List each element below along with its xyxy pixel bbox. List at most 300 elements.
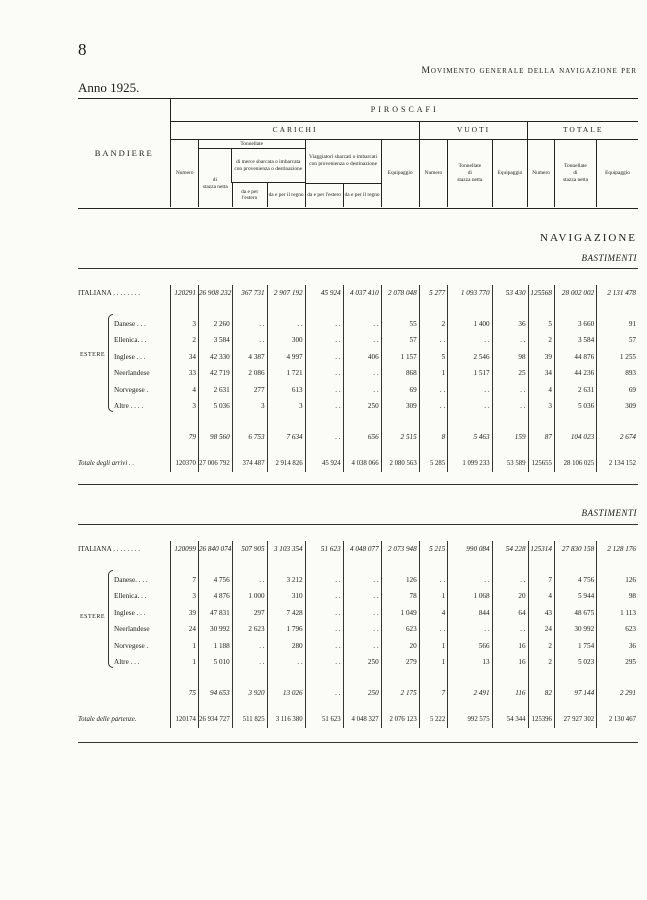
arrivi-cell-totale-equipaggio: 69: [597, 382, 638, 399]
totale-stazza-label: stazza netta: [562, 176, 588, 183]
arrivi-flag-label: Ellenica. . .: [114, 336, 147, 345]
arrivi-cell-vuoti-stazza: 2 546: [448, 349, 492, 366]
partenze-cell-viagg-estero: . .: [305, 685, 343, 702]
arrivi-cell-totale-numero: 125655: [528, 455, 554, 472]
partenze-cell-stazza: 26 934 727: [198, 711, 232, 728]
partenze-cell-viagg-regno: 250: [343, 685, 381, 702]
partenze-cell-totale-numero: 43: [528, 605, 554, 622]
partenze-cell-equipaggio: 2 073 948: [381, 541, 419, 558]
arrivi-cell-vuoti-numero: 2: [419, 316, 448, 333]
partenze-cell-stazza: 5 010: [198, 654, 232, 671]
arrivi-cell-equipaggio: 2 515: [381, 429, 419, 446]
partenze-cell-totale-numero: 7: [528, 572, 554, 589]
section-title: NAVIGAZIONE: [540, 232, 637, 244]
partenze-cell-vuoti-numero: 1: [419, 654, 448, 671]
arrivi-cell-viagg-estero: . .: [305, 349, 343, 366]
partenze-cell-viagg-estero: . .: [305, 621, 343, 638]
arrivi-flag-label: Totale degli arrivi . .: [78, 459, 135, 467]
partenze-bottom-rule: [78, 742, 638, 743]
partenze-cell-merci-estero: 511 825: [232, 711, 267, 728]
arrivi-cell-totale-stazza: 3 660: [554, 316, 596, 333]
partenze-cell-numero: 75: [171, 685, 198, 702]
arrivi-cell-totale-stazza: 104 023: [554, 429, 596, 446]
merci-header: di merce sbarcata o imbarcata con provenienza o destinazione: [231, 149, 305, 183]
partenze-cell-viagg-regno: . .: [343, 605, 381, 622]
arrivi-top-rule: [78, 268, 638, 269]
partenze-cell-viagg-regno: . .: [343, 572, 381, 589]
arrivi-cell-merci-estero: 6 753: [232, 429, 267, 446]
partenze-cell-vuoti-equipaggio: 16: [492, 638, 528, 655]
partenze-cell-viagg-regno: 250: [343, 654, 381, 671]
partenze-cell-equipaggio: 2 175: [381, 685, 419, 702]
arrivi-cell-merci-regno: 4 997: [267, 349, 305, 366]
partenze-cell-vuoti-stazza: . .: [448, 621, 492, 638]
vuoti-tonnellate-header: Tonnellate: [458, 163, 482, 170]
arrivi-cell-merci-regno: 3: [267, 398, 305, 415]
arrivi-row: [78, 455, 638, 472]
arrivi-cell-vuoti-stazza: 1 517: [448, 365, 492, 382]
partenze-cell-vuoti-stazza: . .: [448, 572, 492, 589]
partenze-cell-totale-numero: 125396: [528, 711, 554, 728]
vuoti-stazza-label: stazza netta: [457, 176, 483, 183]
partenze-cell-vuoti-numero: 1: [419, 638, 448, 655]
arrivi-cell-numero: 2: [171, 332, 198, 349]
partenze-cell-vuoti-stazza: 1 068: [448, 588, 492, 605]
partenze-cell-viagg-regno: . .: [343, 638, 381, 655]
partenze-row: [78, 638, 638, 655]
partenze-flag-label: ITALIANA . . . . . . . .: [78, 545, 141, 554]
arrivi-flag-label: Neerlandese: [114, 369, 150, 378]
partenze-cell-totale-numero: 2: [528, 654, 554, 671]
estere-label-arrivi: ESTERE: [80, 352, 105, 358]
arrivi-cell-merci-estero: 277: [232, 382, 267, 399]
partenze-cell-merci-estero: 507 905: [232, 541, 267, 558]
partenze-cell-vuoti-equipaggio: 20: [492, 588, 528, 605]
partenze-flag-label: Danese. . . .: [114, 575, 148, 584]
totale-di-label: di: [573, 170, 578, 176]
arrivi-cell-numero: 3: [171, 316, 198, 333]
arrivi-cell-totale-stazza: 44 876: [554, 349, 596, 366]
arrivi-cell-totale-numero: 125568: [528, 285, 554, 302]
arrivi-cell-vuoti-stazza: . .: [448, 382, 492, 399]
partenze-cell-totale-stazza: 48 675: [554, 605, 596, 622]
arrivi-cell-viagg-estero: 45 924: [305, 455, 343, 472]
estere-brace-arrivi: [108, 314, 113, 412]
partenze-flag-label: Totale delle partenze.: [78, 715, 137, 723]
arrivi-flag-label: Danese . . .: [114, 319, 146, 328]
partenze-cell-merci-regno: 310: [267, 588, 305, 605]
merci-regno-header: da e per il regno: [268, 191, 304, 198]
partenze-cell-merci-estero: 1 000: [232, 588, 267, 605]
partenze-cell-totale-numero: 4: [528, 588, 554, 605]
partenze-cell-totale-equipaggio: 36: [597, 638, 638, 655]
arrivi-cell-equipaggio: 1 157: [381, 349, 419, 366]
partenze-cell-totale-equipaggio: 98: [597, 588, 638, 605]
partenze-cell-totale-equipaggio: 2 130 467: [597, 711, 638, 728]
arrivi-row: [78, 332, 638, 349]
partenze-cell-totale-stazza: 1 754: [554, 638, 596, 655]
arrivi-cell-totale-equipaggio: 2 134 152: [597, 455, 638, 472]
totale-header: TOTALE: [562, 125, 604, 135]
partenze-cell-merci-regno: 3 116 380: [267, 711, 305, 728]
partenze-cell-equipaggio: 126: [381, 572, 419, 589]
partenze-cell-merci-regno: 3 103 354: [267, 541, 305, 558]
arrivi-cell-viagg-estero: . .: [305, 365, 343, 382]
partenze-cell-equipaggio: 623: [381, 621, 419, 638]
arrivi-cell-totale-equipaggio: 57: [597, 332, 638, 349]
partenze-cell-stazza: 26 840 074: [198, 541, 232, 558]
viaggiatori-header: Viaggiatori sbarcati o imbarcati con provenienza o destinazione: [309, 154, 378, 168]
partenze-cell-merci-estero: 2 623: [232, 621, 267, 638]
arrivi-flag-label: Altre . . . .: [114, 402, 144, 411]
partenze-cell-vuoti-numero: . .: [419, 621, 448, 638]
arrivi-cell-totale-stazza: 3 584: [554, 332, 596, 349]
partenze-cell-viagg-regno: . .: [343, 621, 381, 638]
viagg-regno-header: da e per il regno: [344, 192, 380, 199]
arrivi-cell-viagg-regno: . .: [343, 332, 381, 349]
partenze-flag-label: Altre . . .: [114, 658, 140, 667]
arrivi-cell-merci-regno: 613: [267, 382, 305, 399]
partenze-cell-merci-regno: 280: [267, 638, 305, 655]
partenze-cell-viagg-estero: . .: [305, 572, 343, 589]
partenze-cell-totale-equipaggio: 126: [597, 572, 638, 589]
totale-numero-header: Numero: [532, 170, 550, 176]
arrivi-cell-viagg-regno: 656: [343, 429, 381, 446]
partenze-cell-merci-estero: 3 920: [232, 685, 267, 702]
arrivi-cell-merci-regno: 300: [267, 332, 305, 349]
partenze-cell-totale-stazza: 97 144: [554, 685, 596, 702]
arrivi-cell-numero: 34: [171, 349, 198, 366]
partenze-cell-stazza: 4 756: [198, 572, 232, 589]
partenze-cell-vuoti-equipaggio: . .: [492, 621, 528, 638]
vuoti-numero-header: Numero: [424, 170, 443, 176]
partenze-cell-stazza: 30 992: [198, 621, 232, 638]
arrivi-cell-viagg-estero: . .: [305, 398, 343, 415]
totale-tonnellate-header: Tonnellate: [564, 163, 587, 170]
partenze-cell-vuoti-stazza: 992 575: [448, 711, 492, 728]
arrivi-cell-stazza: 42 330: [198, 349, 232, 366]
partenze-cell-viagg-regno: 4 048 327: [343, 711, 381, 728]
viagg-estero-header: da e per l'estero: [307, 192, 341, 199]
partenze-cell-vuoti-numero: 5 215: [419, 541, 448, 558]
partenze-cell-merci-estero: . .: [232, 654, 267, 671]
partenze-cell-merci-estero: 297: [232, 605, 267, 622]
partenze-cell-numero: 1: [171, 654, 198, 671]
partenze-cell-totale-equipaggio: 295: [597, 654, 638, 671]
arrivi-subtitle: BASTIMENTI: [581, 253, 637, 263]
partenze-cell-vuoti-equipaggio: 116: [492, 685, 528, 702]
arrivi-cell-viagg-regno: . .: [343, 382, 381, 399]
arrivi-row: [78, 398, 638, 415]
arrivi-cell-viagg-estero: . .: [305, 316, 343, 333]
arrivi-cell-numero: 4: [171, 382, 198, 399]
arrivi-cell-stazza: 5 036: [198, 398, 232, 415]
carichi-header: CARICHI: [272, 125, 318, 135]
partenze-cell-vuoti-numero: 1: [419, 588, 448, 605]
partenze-cell-totale-stazza: 5 944: [554, 588, 596, 605]
partenze-cell-vuoti-stazza: 844: [448, 605, 492, 622]
partenze-top-rule: [78, 524, 638, 525]
partenze-flag-label: Ellenica. . .: [114, 592, 147, 601]
arrivi-cell-totale-equipaggio: 309: [597, 398, 638, 415]
equipaggio-header: Equipaggio: [387, 170, 413, 176]
arrivi-cell-vuoti-equipaggio: . .: [492, 332, 528, 349]
arrivi-cell-numero: 120370: [171, 455, 198, 472]
partenze-row: [78, 605, 638, 622]
partenze-cell-vuoti-numero: 4: [419, 605, 448, 622]
arrivi-cell-stazza: 3 584: [198, 332, 232, 349]
arrivi-cell-totale-equipaggio: 893: [597, 365, 638, 382]
partenze-cell-viagg-estero: 51 623: [305, 711, 343, 728]
partenze-cell-totale-equipaggio: 2 128 176: [597, 541, 638, 558]
estere-brace-partenze: [108, 570, 113, 668]
arrivi-cell-vuoti-numero: 1: [419, 365, 448, 382]
arrivi-cell-totale-stazza: 2 631: [554, 382, 596, 399]
arrivi-cell-viagg-regno: . .: [343, 316, 381, 333]
arrivi-row: [78, 365, 638, 382]
partenze-cell-numero: 3: [171, 588, 198, 605]
arrivi-cell-equipaggio: 55: [381, 316, 419, 333]
partenze-cell-numero: 120099: [171, 541, 198, 558]
arrivi-cell-merci-estero: 367 731: [232, 285, 267, 302]
arrivi-cell-vuoti-equipaggio: 98: [492, 349, 528, 366]
header-bottom-rule: [78, 208, 638, 209]
totale-equipaggio-header: Equipaggio: [605, 170, 630, 176]
arrivi-cell-vuoti-numero: . .: [419, 398, 448, 415]
partenze-cell-merci-regno: 7 428: [267, 605, 305, 622]
partenze-cell-numero: 7: [171, 572, 198, 589]
arrivi-cell-vuoti-stazza: 1 099 233: [448, 455, 492, 472]
arrivi-cell-totale-equipaggio: 91: [597, 316, 638, 333]
merci-estero-header: da e per l'estero: [241, 188, 259, 202]
arrivi-cell-viagg-regno: 4 038 066: [343, 455, 381, 472]
partenze-row: [78, 588, 638, 605]
arrivi-cell-vuoti-numero: . .: [419, 382, 448, 399]
partenze-cell-totale-stazza: 30 992: [554, 621, 596, 638]
arrivi-cell-numero: 33: [171, 365, 198, 382]
arrivi-cell-stazza: 98 560: [198, 429, 232, 446]
di-label: di: [212, 176, 217, 183]
arrivi-cell-stazza: 26 908 232: [198, 285, 232, 302]
arrivi-flag-label: [78, 429, 171, 446]
partenze-cell-numero: 24: [171, 621, 198, 638]
partenze-cell-equipaggio: 2 076 123: [381, 711, 419, 728]
arrivi-cell-totale-numero: 87: [528, 429, 554, 446]
partenze-flag-label: Neerlandese: [114, 625, 150, 634]
arrivi-cell-stazza: 2 260: [198, 316, 232, 333]
partenze-row: [78, 685, 638, 702]
arrivi-cell-totale-stazza: 44 236: [554, 365, 596, 382]
arrivi-cell-vuoti-equipaggio: . .: [492, 382, 528, 399]
arrivi-cell-viagg-estero: . .: [305, 382, 343, 399]
arrivi-cell-viagg-regno: 250: [343, 398, 381, 415]
partenze-cell-vuoti-equipaggio: . .: [492, 572, 528, 589]
partenze-row: [78, 541, 638, 558]
bandiere-header: BANDIERE: [94, 147, 154, 158]
partenze-cell-equipaggio: 20: [381, 638, 419, 655]
partenze-cell-vuoti-numero: . .: [419, 572, 448, 589]
arrivi-cell-equipaggio: 2 080 563: [381, 455, 419, 472]
arrivi-row: [78, 349, 638, 366]
partenze-cell-totale-numero: 125314: [528, 541, 554, 558]
arrivi-cell-totale-stazza: 28 002 002: [554, 285, 596, 302]
arrivi-cell-equipaggio: 57: [381, 332, 419, 349]
partenze-cell-totale-stazza: 27 830 158: [554, 541, 596, 558]
vuoti-di-label: di: [467, 170, 472, 176]
arrivi-cell-vuoti-equipaggio: . .: [492, 398, 528, 415]
arrivi-cell-merci-estero: . .: [232, 332, 267, 349]
arrivi-flag-label: ITALIANA . . . . . . . .: [78, 289, 141, 298]
tonnellate-header: Tonnellate: [199, 140, 305, 150]
partenze-cell-totale-equipaggio: 2 291: [597, 685, 638, 702]
arrivi-cell-viagg-estero: . .: [305, 429, 343, 446]
partenze-cell-vuoti-equipaggio: 54 228: [492, 541, 528, 558]
arrivi-cell-merci-estero: . .: [232, 316, 267, 333]
arrivi-cell-merci-estero: 2 086: [232, 365, 267, 382]
arrivi-cell-totale-equipaggio: 1 255: [597, 349, 638, 366]
arrivi-cell-totale-numero: 39: [528, 349, 554, 366]
partenze-cell-stazza: 4 876: [198, 588, 232, 605]
arrivi-cell-viagg-regno: . .: [343, 365, 381, 382]
arrivi-cell-numero: 120291: [171, 285, 198, 302]
arrivi-cell-merci-regno: 2 907 192: [267, 285, 305, 302]
partenze-cell-equipaggio: 279: [381, 654, 419, 671]
partenze-cell-vuoti-stazza: 990 084: [448, 541, 492, 558]
partenze-cell-numero: 120174: [171, 711, 198, 728]
partenze-cell-totale-equipaggio: 1 113: [597, 605, 638, 622]
partenze-cell-equipaggio: 1 049: [381, 605, 419, 622]
arrivi-cell-stazza: 27 006 792: [198, 455, 232, 472]
arrivi-row: [78, 382, 638, 399]
partenze-cell-totale-numero: 2: [528, 638, 554, 655]
partenze-cell-vuoti-equipaggio: 54 344: [492, 711, 528, 728]
arrivi-cell-vuoti-numero: 8: [419, 429, 448, 446]
arrivi-cell-stazza: 2 631: [198, 382, 232, 399]
column-header-table: [78, 99, 638, 207]
partenze-cell-equipaggio: 78: [381, 588, 419, 605]
partenze-cell-viagg-estero: . .: [305, 654, 343, 671]
partenze-table: [78, 541, 638, 728]
partenze-row: [78, 711, 638, 728]
partenze-cell-vuoti-equipaggio: 64: [492, 605, 528, 622]
partenze-cell-totale-numero: 24: [528, 621, 554, 638]
arrivi-cell-equipaggio: 69: [381, 382, 419, 399]
arrivi-cell-vuoti-stazza: . .: [448, 332, 492, 349]
partenze-row: [78, 621, 638, 638]
arrivi-cell-vuoti-numero: 5 285: [419, 455, 448, 472]
partenze-row: [78, 572, 638, 589]
running-head: Movimento generale della navigazione per: [421, 66, 637, 76]
estere-label-partenze: ESTERE: [80, 614, 105, 620]
partenze-cell-totale-stazza: 5 023: [554, 654, 596, 671]
arrivi-cell-vuoti-numero: . .: [419, 332, 448, 349]
arrivi-cell-vuoti-stazza: 5 463: [448, 429, 492, 446]
arrivi-cell-merci-estero: 3: [232, 398, 267, 415]
partenze-cell-viagg-estero: 51 623: [305, 541, 343, 558]
partenze-cell-totale-numero: 82: [528, 685, 554, 702]
stazza-netta-label: stazza netta: [202, 184, 228, 191]
arrivi-cell-merci-estero: 374 487: [232, 455, 267, 472]
arrivi-bottom-rule: [78, 484, 638, 485]
partenze-cell-totale-stazza: 27 927 302: [554, 711, 596, 728]
arrivi-cell-merci-regno: 1 721: [267, 365, 305, 382]
partenze-row: [78, 654, 638, 671]
arrivi-cell-numero: 79: [171, 429, 198, 446]
page-number: 8: [78, 40, 87, 59]
partenze-cell-viagg-regno: . .: [343, 588, 381, 605]
year-label: Anno 1925.: [78, 80, 140, 95]
arrivi-cell-totale-numero: 34: [528, 365, 554, 382]
partenze-flag-label: Norvegese .: [114, 641, 149, 650]
arrivi-cell-viagg-estero: . .: [305, 332, 343, 349]
arrivi-cell-merci-regno: . .: [267, 316, 305, 333]
partenze-cell-viagg-estero: . .: [305, 588, 343, 605]
partenze-cell-stazza: 1 188: [198, 638, 232, 655]
arrivi-cell-totale-equipaggio: 2 131 478: [597, 285, 638, 302]
arrivi-cell-equipaggio: 868: [381, 365, 419, 382]
arrivi-cell-vuoti-equipaggio: 159: [492, 429, 528, 446]
arrivi-cell-viagg-estero: 45 924: [305, 285, 343, 302]
arrivi-cell-vuoti-numero: 5: [419, 349, 448, 366]
partenze-cell-vuoti-equipaggio: 16: [492, 654, 528, 671]
arrivi-cell-totale-stazza: 28 106 025: [554, 455, 596, 472]
partenze-cell-vuoti-stazza: 2 491: [448, 685, 492, 702]
partenze-cell-numero: 1: [171, 638, 198, 655]
piroscafi-header: PIROSCAFI: [370, 104, 439, 114]
arrivi-cell-totale-numero: 3: [528, 398, 554, 415]
partenze-cell-totale-equipaggio: 623: [597, 621, 638, 638]
numero-header: Numero: [175, 170, 194, 176]
arrivi-cell-vuoti-stazza: . .: [448, 398, 492, 415]
partenze-cell-numero: 39: [171, 605, 198, 622]
partenze-subtitle: BASTIMENTI: [581, 508, 637, 518]
partenze-cell-stazza: 94 653: [198, 685, 232, 702]
arrivi-cell-numero: 3: [171, 398, 198, 415]
partenze-flag-label: Inglese . . .: [114, 608, 146, 617]
arrivi-cell-vuoti-stazza: 1 400: [448, 316, 492, 333]
vuoti-header: VUOTI: [456, 125, 491, 135]
arrivi-cell-viagg-regno: 406: [343, 349, 381, 366]
arrivi-row: [78, 316, 638, 333]
arrivi-flag-label: Norvegese .: [114, 385, 149, 394]
arrivi-flag-label: Inglese . . .: [114, 352, 146, 361]
partenze-cell-vuoti-numero: 5 222: [419, 711, 448, 728]
arrivi-cell-totale-equipaggio: 2 674: [597, 429, 638, 446]
partenze-cell-totale-stazza: 4 756: [554, 572, 596, 589]
arrivi-cell-vuoti-equipaggio: 25: [492, 365, 528, 382]
arrivi-cell-stazza: 42 719: [198, 365, 232, 382]
arrivi-cell-viagg-regno: 4 037 410: [343, 285, 381, 302]
arrivi-row: [78, 429, 638, 446]
arrivi-cell-vuoti-stazza: 1 093 770: [448, 285, 492, 302]
partenze-cell-merci-regno: 3 212: [267, 572, 305, 589]
arrivi-table: [78, 285, 638, 472]
partenze-cell-merci-estero: . .: [232, 572, 267, 589]
partenze-cell-merci-regno: 13 026: [267, 685, 305, 702]
arrivi-cell-merci-regno: 7 634: [267, 429, 305, 446]
partenze-cell-vuoti-numero: 7: [419, 685, 448, 702]
arrivi-cell-totale-stazza: 5 036: [554, 398, 596, 415]
partenze-cell-merci-regno: 1 796: [267, 621, 305, 638]
arrivi-cell-equipaggio: 309: [381, 398, 419, 415]
arrivi-cell-vuoti-numero: 5 277: [419, 285, 448, 302]
vuoti-equipaggio-header: Equipaggio: [497, 170, 523, 176]
arrivi-row: [78, 285, 638, 302]
partenze-cell-viagg-estero: . .: [305, 638, 343, 655]
partenze-cell-merci-regno: . .: [267, 654, 305, 671]
arrivi-cell-vuoti-equipaggio: 53 589: [492, 455, 528, 472]
partenze-cell-merci-estero: . .: [232, 638, 267, 655]
